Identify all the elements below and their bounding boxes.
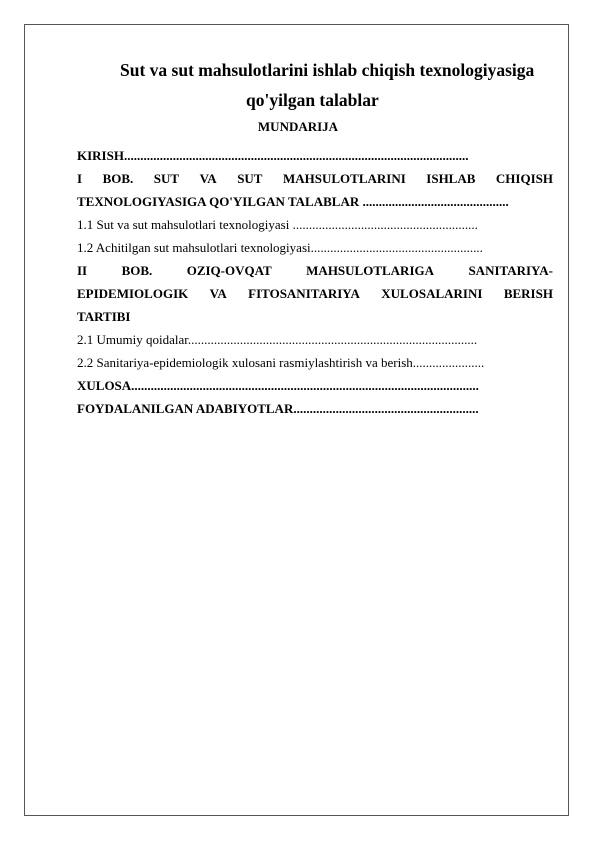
toc-entry-bob2-line3: TARTIBI [77,309,131,324]
toc-word: VA [209,286,227,301]
toc-entry-xulosa: XULOSA........................................................................................................... [77,378,479,393]
toc-entry-1-2: 1.2 Achitilgan sut mahsulotlari texnologiyasi..................................................... [77,240,483,255]
toc-entry-kirish: KIRISH.......................................................................................................... [77,148,469,163]
toc-word: BERISH [503,286,553,301]
toc-word: MAHSULOTLARINI [282,171,406,186]
toc-word: CHIQISH [495,171,553,186]
page-border [24,24,569,816]
toc-entry-2-2: 2.2 Sanitariya-epidemiologik xulosani rasmiylashtirish va berish...................... [77,355,485,370]
toc-entry-bob2-line2 [77,282,553,305]
toc-word: EPIDEMIOLOGIK [77,286,189,301]
toc-entry-bob2-line1 [77,259,553,282]
toc-heading: MUNDARIJA [257,119,339,134]
document-title-line-2: qo'yilgan talablar [246,90,379,110]
toc-entry-bob1-line1 [77,167,553,190]
document-title-line-1: Sut va sut mahsulotlarini ishlab chiqish texnologiyasiga [120,60,535,80]
toc-word: FITOSANITARIYA [248,286,360,301]
toc-word: I [77,171,83,186]
toc-word: BOB. [121,263,153,278]
toc-entry-adabiyotlar: FOYDALANILGAN ADABIYOTLAR......................................................... [77,401,479,416]
toc-word: SUT [153,171,180,186]
toc-entry-bob1-line2: TEXNOLOGIYASIGA QO'YILGAN TALABLAR ............................................. [77,194,509,209]
toc-word: XULOSALARINI [381,286,483,301]
toc-word: VA [199,171,217,186]
toc-word: BOB. [102,171,134,186]
toc-word: SANITARIYA- [468,263,553,278]
toc-word: SUT [237,171,263,186]
toc-entry-1-1: 1.1 Sut va sut mahsulotlari texnologiyasi ......................................................... [77,217,478,232]
toc-word: ISHLAB [426,171,476,186]
toc-entry-2-1: 2.1 Umumiy qoidalar......................................................................................... [77,332,478,347]
table-of-contents [77,144,553,420]
toc-word: MAHSULOTLARIGA [306,263,435,278]
toc-word: II [77,263,88,278]
toc-word: OZIQ-OVQAT [186,263,272,278]
